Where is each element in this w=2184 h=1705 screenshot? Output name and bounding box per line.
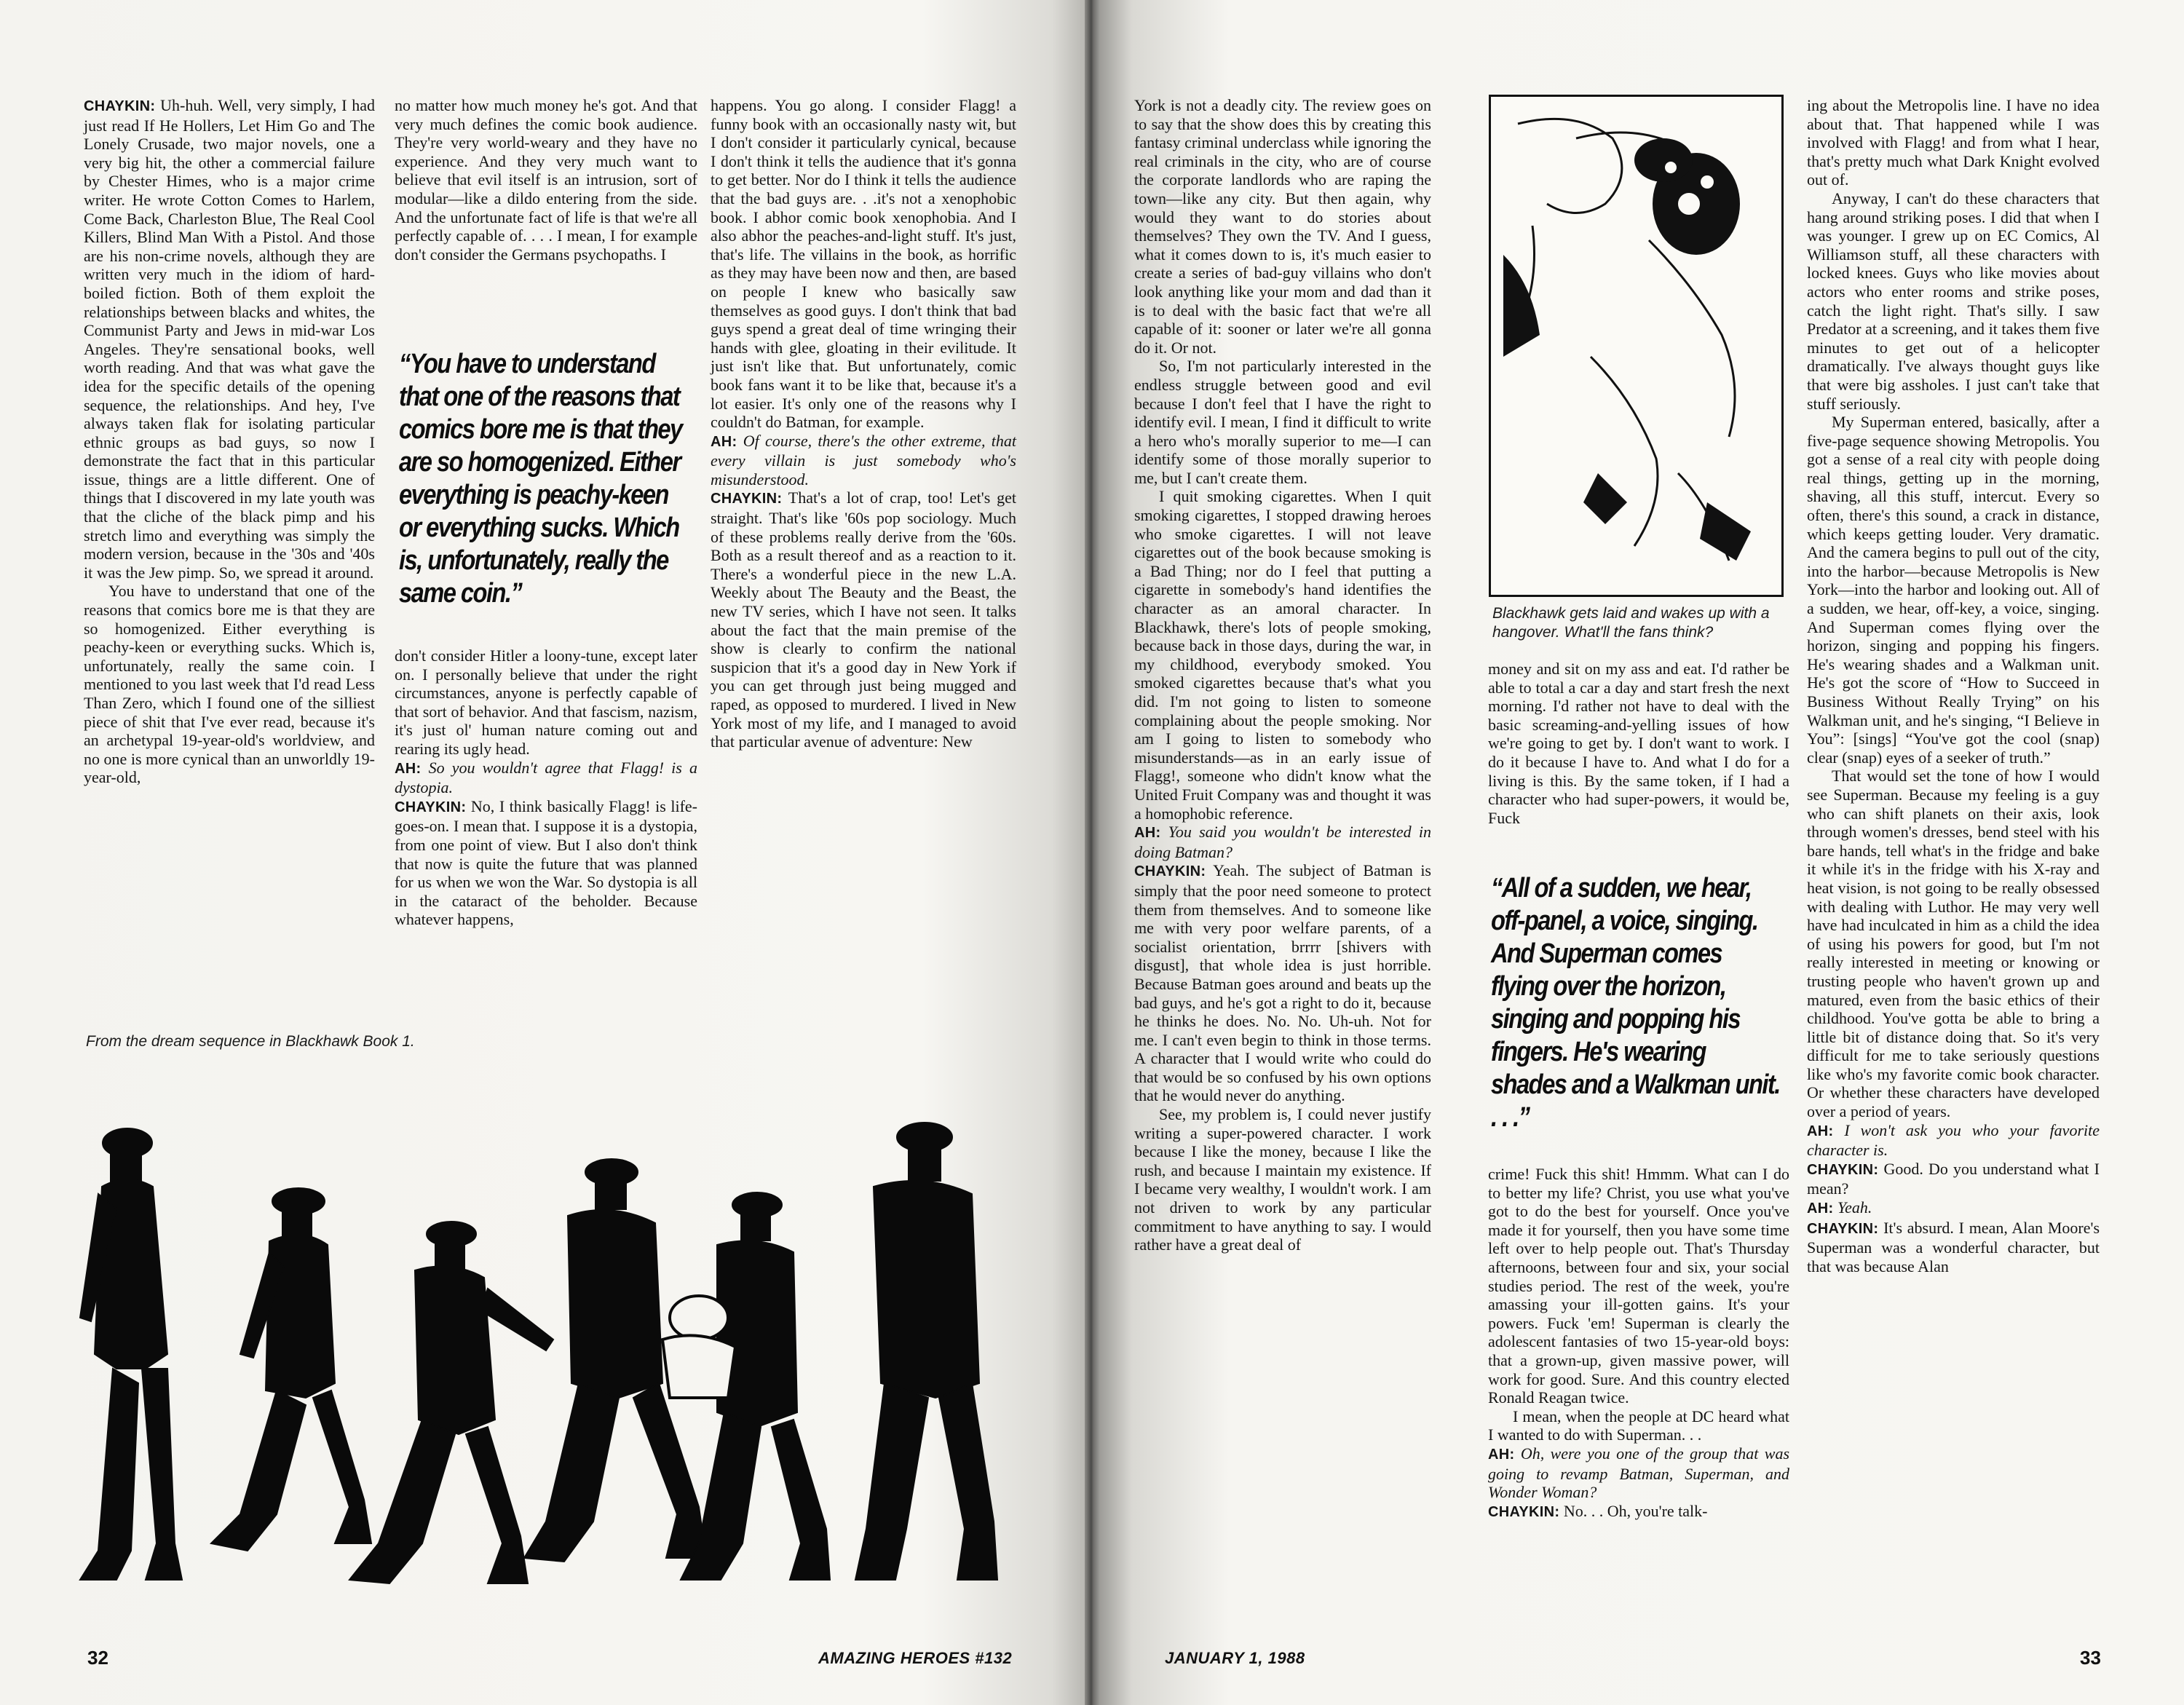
speaker-label: AH: [1488,1446,1515,1463]
paragraph-text: ing about the Metropolis line. I have no idea about that. That happened while I was involved with Flagg! and from what I hear, that's pretty much what Dark Knight evolved out of. [1807,96,2100,189]
speaker-label: CHAYKIN: [1807,1220,1879,1237]
speaker-label: CHAYKIN: [711,491,783,507]
left-col-2-bottom [395,646,697,929]
paragraph-text: no matter how much money he's got. And that very much defines the comic book audience. They're very world-weary and they have no experience. And they very much want to believe that evil itself is an intrusion, sort of modular—like a dildo entering from the side. And the unfortunate fact of life is that we're all perfectly capable of. . . . I mean, I for example don't consider the Germans psychopaths. I [395,96,697,264]
paragraph [1134,823,1431,861]
blackhawk-dream-illustration [58,1077,1034,1616]
paragraph-text: don't consider Hitler a loony-tune, except later on. I personally believe that under the right circumstances, anyone is perfectly capable of that sort of behavior. And that fascism, nazism, it's just ol' human nature coming out and rearing its ugly head. [395,646,697,758]
paragraph-text: It's absurd. I mean, Alan Moore's Superman was a wonderful character, but that was because Alan [1807,1218,2100,1275]
paragraph [395,759,697,797]
paragraph [395,646,697,759]
paragraph [84,96,375,582]
paragraph [1807,1198,2100,1219]
paragraph [1807,413,2100,767]
paragraph-text: crime! Fuck this shit! Hmmm. What can I do to better my life? Christ, you use what you've got to do the best for yourself. Once you've made it for yourself, then you have some time left over to help people out. That's Thursday afternoons, between four and six, your social studies period. The rest of the week, you're amassing your ill-gotten gains. It's your powers. Fuck 'em! Superman is clearly the adolescent fantasies of two 15-year-old boys: that a grown-up, given massive power, will work for good. Sure. And this country elected Ronald Reagan twice. [1488,1165,1789,1407]
paragraph-text: My Superman entered, basically, after a five-page sequence showing Metropolis. You got a sense of a real city with people doing real things, getting up in the morning, shaving, all this stuff, intercut. Every so often, there's this sound, a crack in distance, which keeps getting louder. Very dramatic. And the camera begins to pull out of the city, into the harbor—because Metropolis is New York—into the harbor and looking out. All of a sudden, we hear, off-key, a voice, singing. And Superman comes flying over the horizon, singing and popping his fingers. He's wearing shades and a Walkman unit. He's got the score of “How to Succeed in Business Without Really Trying” on his Walkman unit, and he's singing, “I Believe in You”: [sings] “You've got the cool (snap) clear (snap) eyes of a seeker of truth.” [1807,413,2100,767]
paragraph-text: Yeah. [1837,1198,1872,1217]
paragraph [1807,1121,2100,1160]
soldier-figure-6 [855,1123,997,1580]
right-caption: Blackhawk gets laid and wakes up with a hangover. What'll the fans think? [1492,605,1770,641]
paragraph-text: Of course, there's the other extreme, that every villain is just somebody who's misunderstood. [711,431,1017,488]
paragraph-text: Anyway, I can't do these characters that hang around striking poses. I did that when I was younger. I grew up on EC Comics, Al Williamson stuff, all these characters with locked knees. Guys who like movies about actors who enter rooms and strike poses, catch the light right. That's silly. I saw Predator at a screening, and it takes them five minutes to get out of a helicopter dramatically. I've always thought guys like that were big assholes. I just can't take that stuff seriously. [1807,189,2100,413]
paragraph [1488,660,1789,827]
left-col-1 [84,96,375,787]
paragraph-text: I won't ask you who your favorite character is. [1807,1120,2100,1160]
right-col-3 [1807,96,2100,1275]
paragraph-text: Yeah. The subject of Batman is simply that the poor need someone to protect them from themselves. And to someone like me with very poor welfare parents, of a socialist orientation, brrrr [shivers with disgust], that whole idea is just horrible. Because Batman goes around and beats up the bad guys, and he's got a right to do it, because he thinks he does. No. No. Uh-uh. Not for me. I can't even begin to think in those terms. A character that I would write who could do that would be so confused by his own options that he would never do anything. [1134,861,1431,1105]
right-col-2-top [1488,660,1789,827]
speaker-label: CHAYKIN: [1807,1161,1879,1178]
victim-figure [662,1296,735,1398]
paragraph-text: No. . . Oh, you're talk- [1563,1501,1708,1520]
right-col-2-bottom [1488,1165,1789,1522]
paragraph-text: Oh, were you one of the group that was going to revamp Batman, Superman, and Wonder Woman? [1488,1444,1790,1502]
blackhawk-panel-illustration [1489,95,1784,597]
issue-date-label: JANUARY 1, 1988 [1165,1649,1305,1667]
book-gutter [1085,0,1099,1705]
speaker-label: AH: [1807,1200,1834,1217]
paragraph [711,432,1016,489]
left-col-2-top [395,96,697,264]
speaker-label: AH: [395,760,422,777]
page-number-right: 33 [2080,1647,2101,1669]
paragraph [1488,1444,1789,1502]
speaker-label: AH: [1807,1123,1834,1139]
paragraph-text: happens. You go along. I consider Flagg! a funny book with an occasionally nasty wit, but I don't consider it particularly cynical, because I don't think it tells the audience that it's gonna to get better. Nor do I think it tells the audience that the bad guys are. . .it's not a xenophobic book. I abhor comic book xenophobia. And I also abhor the peaches-and-light stuff. It's just, that's life. The villains in the book, as horrific as they may have been now and then, are based on people I knew who basically saw themselves as good guys. I don't think that bad guys spend a great deal of time wringing their hands with glee, gloating in their evilitude. It just isn't like that. But unfortunately, comic book fans want it to be like that, because it's a lot easier. It's only one of the reasons why I couldn't do Batman, for example. [711,96,1016,432]
paragraph [395,96,697,264]
paragraph-text: That's a lot of crap, too! Let's get straight. That's like '60s pop sociology. Much of these problems really derive from the '60s. Both as a result thereof and as a reaction to it. There's a wonderful piece in the new L.A. Weekly about The Beauty and the Beast, the new TV series, which I have not seen. It talks about the fact that the main premise of the show is clearly to confirm the national suspicion that it's a good day in New York if you can get through just being mugged and raped, as opposed to murdered. I lived in New York most of my life, and I managed to avoid that particular avenue of adventure: New [711,488,1016,751]
paragraph [1488,1407,1789,1444]
paragraph [711,96,1016,432]
paragraph-text: I quit smoking cigarettes. When I quit smoking cigarettes, I stopped drawing heroes who smoke cigarettes. I will not leave cigarettes out of the book because smoking is a Bad Thing; nor do I feel that putting a cigarette in somebody's hand identifies the character as an amoral character. In Blackhawk, there's lots of people smoking, because back in those days, during the war, in my childhood, everybody smoked. You smoked cigarettes because that's what you did. I'm not going to listen to someone complaining about the people smoking. Nor am I going to listen to somebody who misunderstands—as in an early issue of Flagg!, someone who didn't know what the United Fruit Company was and thought it was a homophobic reference. [1134,487,1431,823]
left-page [0,0,1085,1705]
paragraph-text: No, I think basically Flagg! is life-goes-on. I mean that. I suppose it is a dystopia, from one point of view. But I also don't think that now is quite the future that was planned for us when we won the War. So dystopia is all in the cataract of the beholder. Because whatever happens, [395,796,698,929]
paragraph-text: Good. Do you understand what I mean? [1807,1159,2100,1198]
paragraph-text: I mean, when the people at DC heard what I wanted to do with Superman. . . [1488,1407,1789,1444]
left-caption: From the dream sequence in Blackhawk Book 1. [86,1033,415,1050]
paragraph [1807,189,2100,413]
paragraph [395,797,697,929]
paragraph [1488,1165,1789,1407]
speaker-label: CHAYKIN: [84,98,156,114]
paragraph [1807,767,2100,1120]
right-col-1 [1134,96,1431,1254]
pull-quote-right: “All of a sudden, we hear, off-panel, a voice, singing. And Superman comes flying over the horizon, singing and popping his fingers. He's wearing shades and a Walkman unit. . . .” [1491,873,1780,1133]
speaker-label: CHAYKIN: [1488,1503,1560,1520]
paragraph-text: So you wouldn't agree that Flagg! is a dystopia. [395,758,697,797]
speaker-label: AH: [1134,825,1161,842]
left-col-3 [711,96,1016,751]
paragraph [711,488,1016,751]
paragraph [84,582,375,787]
paragraph-text: York is not a deadly city. The review goes on to say that the show does this by creating this fantasy criminal underclass while ignoring the real criminals in the city, who are of course the corporate landlords who are raping the town—like any city. But then again, why would they want to do stories about themselves? They own the TV. And I guess, what it comes down to is, it's much easier to create a series of bad-guy villains who don't look anything like your mom and dad than it is to deal with the basic fact that we're all capable of it: sooner or later we're all gonna do it. Or not. [1134,96,1431,357]
paragraph [1807,96,2100,189]
pull-quote-left: “You have to understand that one of the reasons that comics bore me is that they are so homogenized. Either everything is peachy-keen or everything sucks. Which is, unfortunately, really the same coin.” [399,349,682,609]
soldier-figure-3 [349,1222,553,1583]
page-number-left: 32 [87,1647,108,1669]
paragraph [1134,1105,1431,1254]
paragraph [1134,357,1431,487]
paragraph-text: So, I'm not particularly interested in the endless struggle between good and evil because I don't feel that I have the right to identify evil. I mean, I find it difficult to write a hero who's morally superior to me—I can identify some of those morally superior to me, but I can't create them. [1134,357,1431,487]
speaker-label: CHAYKIN: [395,799,467,815]
speaker-label: AH: [711,433,737,450]
paragraph [1807,1219,2100,1276]
paragraph [1134,96,1431,357]
paragraph-text: That would set the tone of how I would see Superman. Because my feeling is a guy who can shift planets on their axis, look through women's dresses, bend steel with his bare hands, tell what's in the fridge and bake it while it's in the fridge with his X-ray and heat vision, is not going to be really obsessed with dealing with Luthor. He may very well have had inculcated in him as a child the idea of using his powers for good, but I'm not really interested in meeting or knowing or trusting people who haven't grown up and matured, even from the basic ethics of their childhood. You've gotta be able to bring a little bit of distance doing that. So it's very difficult for me to take seriously questions like who's my favorite comic book character. Or whether these characters have developed over a period of years. [1807,767,2100,1121]
magazine-issue-label: AMAZING HEROES #132 [818,1649,1013,1667]
paragraph-text: Uh-huh. Well, very simply, I had just read If He Hollers, Let Him Go and The Lonely Crusade, two major novels, one a very big hit, the other a commercial failure by Chester Himes, who is a major crime writer. He wrote Cotton Comes to Harlem, Come Back, Charleston Blue, The Real Cool Killers, Blind Man With a Pistol. And those are his non-crime novels, although they are written very much in the idiom of hard-boiled fiction. Both of them exploit the relationships between blacks and whites, the Communist Party and Jews in mid-war Los Angeles. They're sensational books, well worth reading. And that was what gave the idea for the specific details of the opening sequence, the relationships. And hey, I've always taken flak for isolating particular ethnic groups as bad guys, so now I demonstrate the fact that in this particular issue, things are a little different. One of things that I discovered in my late youth was that the cliche of the black pimp and his stretch limo and everything was simply the modern version, because in the '30s and '40s it was the Jew pimp. So, we spread it around. [84,96,375,582]
speaker-label: CHAYKIN: [1134,863,1206,880]
paragraph [1807,1160,2100,1198]
paragraph [1488,1502,1789,1522]
paragraph-text: You said you wouldn't be interested in doing Batman? [1134,823,1432,861]
paragraph [1134,487,1431,823]
soldier-figure-2 [211,1188,371,1551]
paragraph-text: money and sit on my ass and eat. I'd rather be able to total a car a day and start fresh the next morning. I'd rather not have to deal with the basic screaming-and-yelling issues of how we're going to get by. I don't want to work. I do it because I have to. And what I do for a living is this. By the same token, if I had a character who had super-powers, it would be, Fuck [1488,660,1789,827]
paragraph-text: See, my problem is, I could never justify writing a super-powered character. I work because I like the money, because I like the rush, and because I maintain my existence. If I became very wealthy, I wouldn't work. I am not driven to work by any particular commitment to have anything to say. I would rather have a great deal of [1134,1105,1431,1254]
soldier-figure-1 [80,1128,182,1580]
paragraph-text: You have to understand that one of the reasons that comics bore me is that they are so homogenized. Either everything is peachy-keen or everything sucks. Which is, unfortunately, really the same coin. I mentioned to you last week that I'd read Less Than Zero, which I found one of the silliest piece of shit that I've ever read, because it's an archetypal 19-year-old's worldview, and no one is more cynical than an unworldly 19-year-old, [84,582,375,787]
right-page [1099,0,2184,1705]
paragraph [1134,861,1431,1105]
